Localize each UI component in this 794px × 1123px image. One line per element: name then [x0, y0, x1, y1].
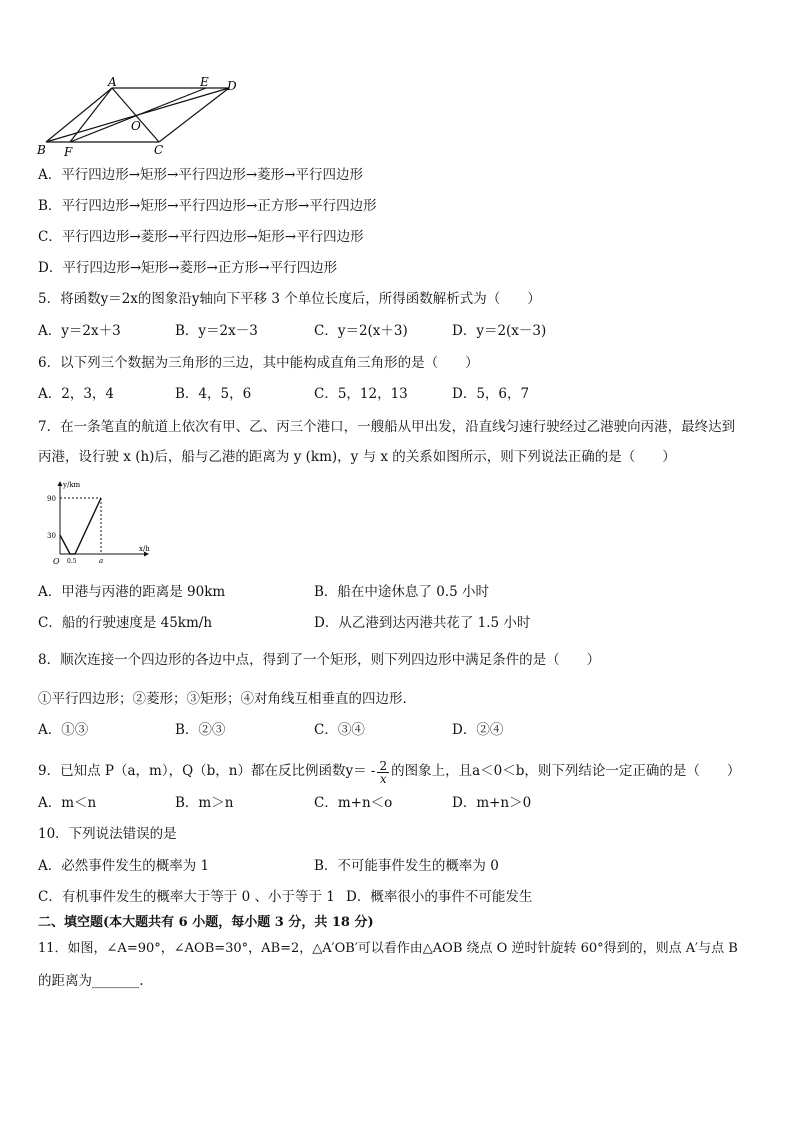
q9-option-b: B．m＞n	[175, 795, 234, 811]
label-B: B	[37, 143, 46, 157]
q5-option-c: C．y＝2(x＋3)	[314, 323, 408, 339]
label-C: C	[154, 143, 164, 157]
q9-option-c: C．m+n＜o	[314, 795, 393, 811]
q8-conditions: ①平行四边形；②菱形；③矩形；④对角线互相垂直的四边形．	[38, 691, 416, 707]
q9-fraction-denominator: x	[379, 772, 387, 786]
q5-stem: 5．将函数y＝2x的图象沿y轴向下平移 3 个单位长度后，所得函数解析式为（ ）	[38, 291, 541, 307]
q10-option-b: B．不可能事件发生的概率为 0	[314, 858, 499, 874]
q9-stem-part2: 的图象上，且a＜0＜b，则下列结论一定正确的是（ ）	[391, 762, 741, 779]
q7-option-a: A．甲港与丙港的距离是 90km	[38, 584, 226, 600]
label-E: E	[200, 76, 209, 89]
q8-option-b: B．②③	[175, 722, 226, 738]
graph-tick-0.5: 0.5	[67, 558, 77, 565]
q7-stem-line2: 丙港，设行驶 x (h)后，船与乙港的距离为 y (km)，y 与 x 的关系如图所示，则下列说法正确的是（ ）	[38, 449, 676, 465]
q6-option-d: D．5，6，7	[452, 386, 530, 402]
q9-stem	[38, 758, 741, 786]
q7-option-c: C．船的行驶速度是 45km/h	[38, 615, 213, 631]
q10-option-d: D．概率很小的事件不可能发生	[346, 889, 533, 905]
graph-ylabel: y/km	[63, 481, 81, 489]
q6-stem: 6．以下列三个数据为三角形的三边，其中能构成直角三角形的是（ ）	[38, 355, 479, 371]
q6-option-b: B．4，5，6	[175, 386, 252, 402]
q10-option-a: A．必然事件发生的概率为 1	[38, 858, 210, 874]
q4-option-b: B．平行四边形→矩形→平行四边形→正方形→平行四边形	[38, 198, 377, 214]
section-heading: 二、填空题(本大题共有 6 小题，每小题 3 分，共 18 分)	[38, 915, 374, 930]
graph-tick-a: a	[99, 557, 104, 565]
q6-option-c: C．5，12，13	[314, 386, 408, 402]
label-F: F	[64, 145, 73, 159]
q9-fraction	[377, 760, 389, 785]
label-A: A	[108, 76, 117, 89]
q11-stem-line2: 的距离为_______.	[38, 973, 144, 989]
label-O: O	[131, 119, 141, 133]
q5-option-b: B．y＝2x－3	[175, 323, 258, 339]
q7-graph	[46, 478, 156, 570]
q7-option-d: D．从乙港到达丙港共花了 1.5 小时	[314, 615, 531, 631]
graph-xlabel: x/h	[139, 545, 150, 553]
graph-origin: O	[53, 557, 60, 566]
q8-stem: 8．顺次连接一个四边形的各边中点，得到了一个矩形，则下列四边形中满足条件的是（ ）	[38, 652, 601, 668]
q5-option-d: D．y＝2(x－3)	[452, 323, 547, 339]
q8-option-a: A．①③	[38, 722, 89, 738]
graph-tick-30: 30	[47, 532, 56, 540]
q7-stem-line1: 7．在一条笔直的航道上依次有甲、乙、丙三个港口，一艘船从甲出发，沿直线匀速行驶经过乙港驶向丙港，最终达到	[38, 419, 736, 435]
graph-tick-90: 90	[47, 495, 56, 503]
q10-stem: 10．下列说法错误的是	[38, 826, 177, 842]
q5-option-a: A．y＝2x＋3	[38, 323, 121, 339]
q4-option-a: A．平行四边形→矩形→平行四边形→菱形→平行四边形	[38, 167, 363, 183]
q8-option-c: C．③④	[314, 722, 365, 738]
q7-option-b: B．船在中途休息了 0.5 小时	[314, 584, 489, 600]
q4-option-d: D．平行四边形→矩形→菱形→正方形→平行四边形	[38, 260, 338, 276]
q4-option-c: C．平行四边形→菱形→平行四边形→矩形→平行四边形	[38, 229, 364, 245]
q8-option-d: D．②④	[452, 722, 504, 738]
q9-option-d: D．m+n＞0	[452, 795, 532, 811]
parallelogram-figure	[34, 76, 254, 160]
q9-fraction-numerator: 2	[379, 759, 388, 773]
q9-option-a: A．m＜n	[38, 795, 97, 811]
q11-stem-line1: 11．如图，∠A=90°，∠AOB=30°，AB=2，△A′OB′可以看作由△AOB 绕点 O 逆时针旋转 60°得到的，则点 A′与点 B	[38, 941, 738, 956]
q6-option-a: A．2，3，4	[38, 386, 115, 402]
q10-option-c: C．有机事件发生的概率大于等于 0 、小于等于 1	[38, 889, 335, 905]
label-D: D	[227, 79, 237, 93]
q9-stem-part1: 9．已知点 P（a，m），Q（b，n）都在反比例函数y＝ -	[38, 762, 376, 779]
